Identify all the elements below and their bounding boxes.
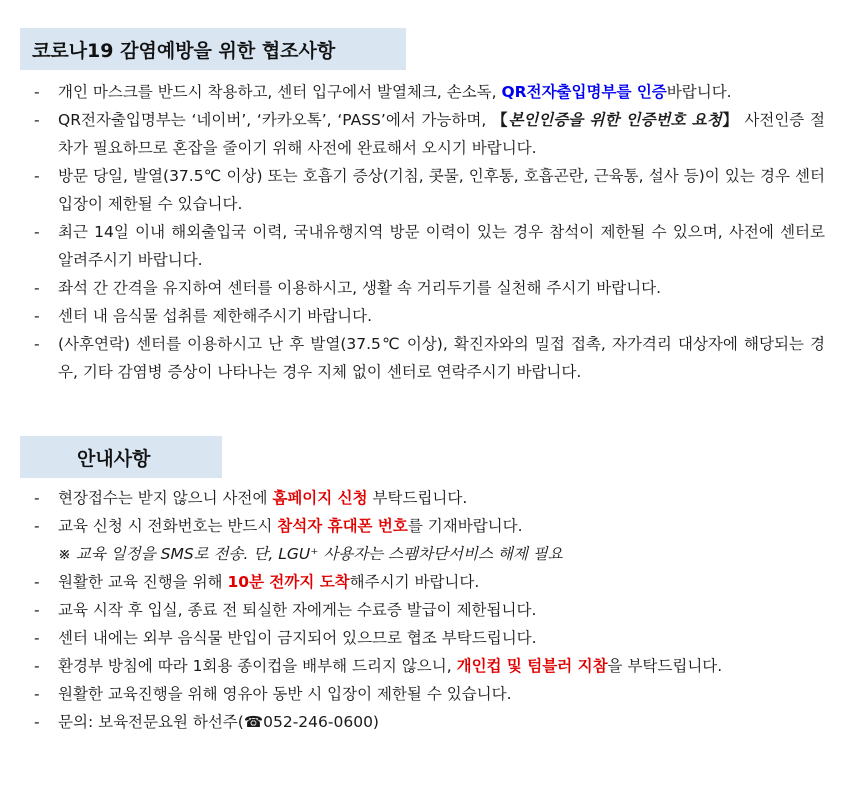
bullet-dash: - <box>34 335 40 353</box>
bullet-dash: - <box>34 111 40 129</box>
item-text: 해주시기 바랍니다. <box>349 573 480 591</box>
item-text: 최근 14일 이내 해외출입국 이력, 국내유행지역 방문 이력이 있는 경우 참석이 제한될 수 있으며, 사전에 센터로 알려주시기 바랍니다. <box>58 223 825 269</box>
item-text: 원활한 교육진행을 위해 영유아 동반 시 입장이 제한될 수 있습니다. <box>58 685 512 703</box>
list-item <box>32 106 825 162</box>
bullet-dash: - <box>34 223 40 241</box>
highlight-text: QR전자출입명부를 인증 <box>501 83 667 101</box>
bracket-close: 】 <box>721 111 739 129</box>
bullet-dash: - <box>34 517 40 535</box>
bullet-dash: - <box>34 307 40 325</box>
contact-item <box>32 708 825 736</box>
bracket-open: 【 <box>492 111 509 129</box>
list-item <box>32 568 825 596</box>
list-item <box>32 78 825 106</box>
item-text: 사전인증 절차가 필요하므로 혼잡을 줄이기 위해 사전에 완료해서 오시기 바랍니다. <box>58 111 825 157</box>
bullet-dash: - <box>34 83 40 101</box>
list-item <box>32 218 825 274</box>
highlight-text: 홈페이지 신청 <box>272 489 368 507</box>
item-text: 환경부 방침에 따라 1회용 종이컵을 배부해 드리지 않으니, <box>58 657 457 675</box>
bullet-dash: - <box>34 713 40 731</box>
item-text: 교육 신청 시 전화번호는 반드시 <box>58 517 278 535</box>
item-text: QR전자출입명부는 ‘네이버’, ‘카카오톡’, ‘PASS’에서 가능하며, <box>58 111 493 129</box>
bullet-dash: - <box>34 573 40 591</box>
list-item <box>32 512 825 540</box>
bullet-dash: - <box>34 489 40 507</box>
highlight-text: 개인컵 및 텀블러 지참 <box>456 657 608 675</box>
list-item <box>32 624 825 652</box>
bullet-dash: - <box>34 167 40 185</box>
section-heading-covid: 코로나19 감염예방을 위한 협조사항 <box>20 28 406 70</box>
item-text: 센터 내 음식물 섭취를 제한해주시기 바랍니다. <box>58 307 373 325</box>
contact-text: 문의: 보육전문요원 하선주(☎052-246-0600) <box>58 713 379 731</box>
list-item <box>32 596 825 624</box>
list-item <box>32 484 825 512</box>
item-text: 교육 시작 후 입실, 종료 전 퇴실한 자에게는 수료증 발급이 제한됩니다. <box>58 601 537 619</box>
list-item <box>32 330 825 386</box>
bullet-dash: - <box>34 629 40 647</box>
bullet-dash: - <box>34 279 40 297</box>
item-text: 방문 당일, 발열(37.5℃ 이상) 또는 호흡기 증상(기침, 콧물, 인후통, 호흡곤란, 근육통, 설사 등)이 있는 경우 센터 입장이 제한될 수 있습니다. <box>58 167 825 213</box>
covid-precautions-list <box>32 78 825 386</box>
bullet-dash: - <box>34 601 40 619</box>
item-text: (사후연락) 센터를 이용하시고 난 후 발열(37.5℃ 이상), 확진자와의 밀접 접촉, 자가격리 대상자에 해당되는 경우, 기타 감염병 증상이 나타나는 경우 지체 없이 센터로 연락주시기 바랍니다. <box>58 335 825 381</box>
bullet-dash: - <box>34 685 40 703</box>
item-text: 개인 마스크를 반드시 착용하고, 센터 입구에서 발열체크, 손소독, <box>58 83 502 101</box>
item-text: 부탁드립니다. <box>367 489 468 507</box>
item-text: 바랍니다. <box>666 83 732 101</box>
highlight-text: 참석자 휴대폰 번호 <box>277 517 408 535</box>
list-item <box>32 302 825 330</box>
item-text: 좌석 간 간격을 유지하여 센터를 이용하시고, 생활 속 거리두기를 실천해 주시기 바랍니다. <box>58 279 662 297</box>
item-text: 센터 내에는 외부 음식물 반입이 금지되어 있으므로 협조 부탁드립니다. <box>58 629 537 647</box>
list-item <box>32 680 825 708</box>
sms-note: ※ 교육 일정을 SMS로 전송. 단, LGU⁺ 사용자는 스팸차단서비스 해제 필요 <box>58 545 563 563</box>
item-text: 현장접수는 받지 않으니 사전에 <box>58 489 273 507</box>
highlight-text: 10분 전까지 도착 <box>227 573 350 591</box>
bullet-dash: - <box>34 657 40 675</box>
emphasis-text: 본인인증을 위한 인증번호 요청 <box>508 111 722 129</box>
list-item <box>32 274 825 302</box>
list-item <box>32 652 825 680</box>
section-heading-notice: 안내사항 <box>20 436 222 478</box>
item-text: 를 기재바랍니다. <box>407 517 523 535</box>
item-text: 원활한 교육 진행을 위해 <box>58 573 228 591</box>
notice-list <box>32 484 825 736</box>
item-text: 을 부탁드립니다. <box>607 657 723 675</box>
list-item <box>32 162 825 218</box>
